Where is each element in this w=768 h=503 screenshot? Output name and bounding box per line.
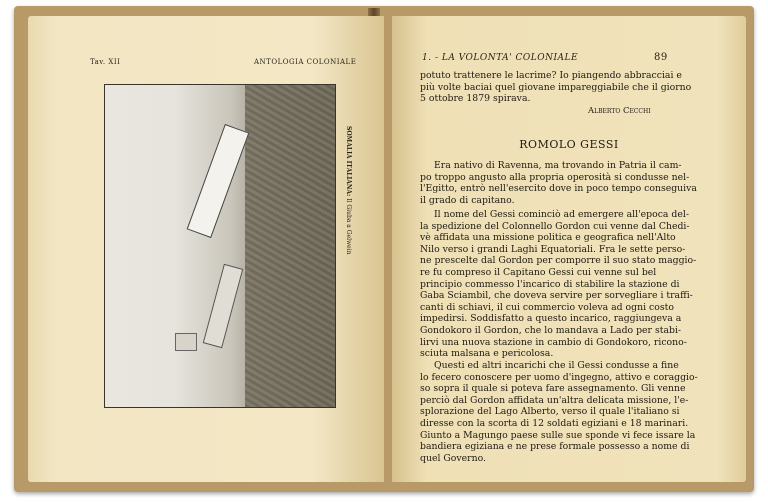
text-line: lirvi una nuova stazione in cambio di Gondokoro, ricono- [420, 336, 687, 348]
text-line: Nilo verso i grandi Laghi Equatoriali. Fra le sette perso- [420, 243, 686, 255]
text-line: po troppo angusto alla propria operosità si condusse nel- [420, 171, 690, 183]
right-running-header: 1. - LA VOLONTA' COLONIALE [422, 53, 579, 63]
plate-number: Tav. XII [90, 58, 121, 66]
text-line: re fu compreso il Capitano Gessi cui venne sul bel [420, 266, 657, 278]
photo-caption-title: SOMALIA ITALIANA: [345, 126, 352, 197]
section-title: ROMOLO GESSI [519, 138, 619, 151]
text-line: impedirsi. Soddisfatto a questo incarico, raggiungeva a [420, 313, 682, 325]
text-line: l'Egitto, entrò nell'esercito dove in poco tempo conseguiva [420, 183, 697, 195]
left-running-header: ANTOLOGIA COLONIALE [254, 58, 357, 66]
text-line: splorazione del Lago Alberto, verso il quale l'italiano si [420, 406, 680, 418]
text-line: so sopra il quale si poteva fare assegnamento. Gli venne [420, 383, 686, 395]
text-line: canti di schiavi, il cui commercio voleva ad ogni costo [420, 301, 674, 313]
text-line: lo fecero conoscere per uomo d'ingegno, attivo e coraggio- [420, 371, 698, 383]
page-number: 89 [654, 52, 668, 63]
right-page [392, 16, 746, 482]
plate-photograph [104, 84, 336, 408]
text-line: il grado di capitano. [420, 194, 515, 206]
intro-text [420, 70, 724, 105]
left-page [28, 16, 384, 482]
text-line: vè affidata una missione politica e geografica nell'Alto [420, 232, 676, 244]
text-line: principio commesso l'incarico di stabilire la stazione di [420, 278, 680, 290]
text-line: diresse con la scorta di 12 soldati egiziani e 18 marinari. [420, 417, 689, 429]
paragraph-1 [420, 160, 724, 206]
text-line: quel Governo. [420, 452, 486, 464]
author-signature: Alberto Cecchi [588, 106, 651, 116]
text-line: bandiera egiziana e ne prese formale possesso a nome di [420, 441, 690, 453]
photo-caption [338, 126, 352, 376]
text-line: più volte baciai quel giovane impareggiabile che il giorno [420, 81, 692, 93]
text-line: perciò dal Gordon affidata un'altra delicata missione, l'e- [420, 394, 689, 406]
photo-caption-text: Il Giuba a Gelwein [345, 198, 352, 255]
text-line: Questi ed altri incarichi che il Gessi condusse a fine [434, 360, 679, 371]
text-line: Gaba Sciambil, che doveva servire per sorvegliare i traffi- [420, 290, 693, 302]
shore-building [175, 333, 197, 351]
river-bank [245, 85, 335, 407]
text-line: Era nativo di Ravenna, ma trovando in Patria il cam- [434, 160, 682, 171]
text-line: Gondokoro il Gordon, che lo mandava a Lado per stabi- [420, 324, 682, 336]
text-line: sciuta malsana e pericolosa. [420, 348, 554, 360]
text-line: la spedizione del Colonnello Gordon cui venne dal Chedi- [420, 220, 690, 232]
text-line: 5 ottobre 1879 spirava. [420, 93, 531, 105]
paragraph-2 [420, 209, 724, 360]
text-line: Giunto a Magungo paese sulle sue sponde vi fece issare la [420, 429, 696, 441]
text-line: Il nome del Gessi cominciò ad emergere all'epoca del- [434, 209, 689, 220]
paragraph-3 [420, 360, 724, 464]
text-line: potuto trattenere le lacrime? Io piangendo abbracciai e [420, 70, 682, 81]
text-line: ne prescelte dal Gordon per comporre il suo stato maggio- [420, 255, 697, 267]
